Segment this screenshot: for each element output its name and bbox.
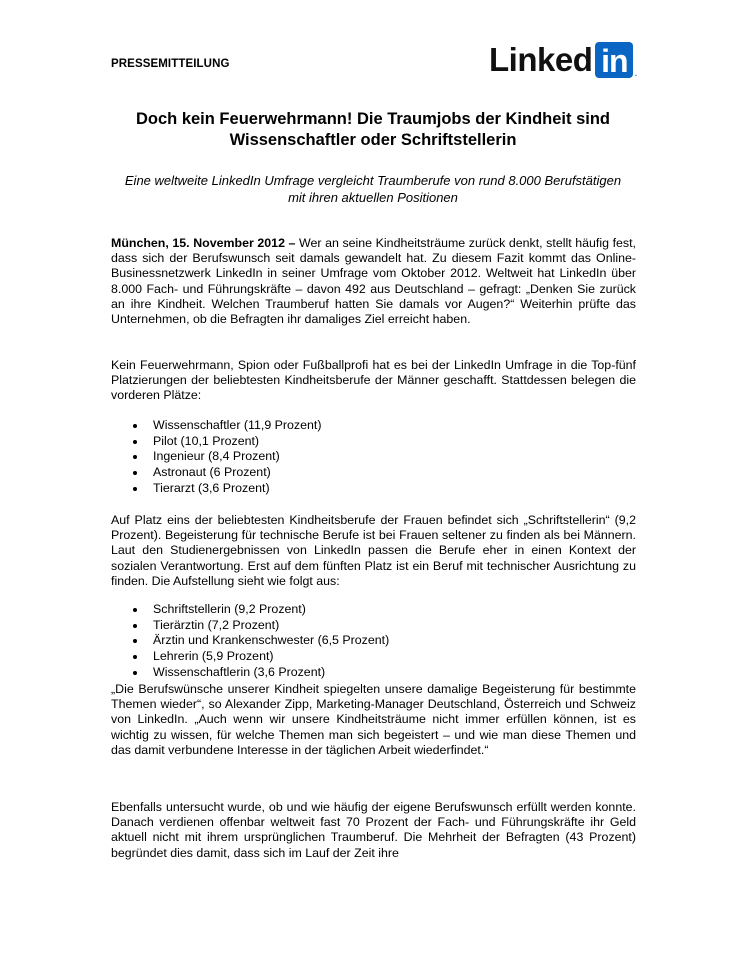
list-item: Wissenschaftlerin (3,6 Prozent)	[111, 665, 389, 681]
paragraph-women: Auf Platz eins der beliebtesten Kindheitsberufe der Frauen befindet sich „Schriftstellerin“ (9,2 Prozent). Begeisterung für technische Berufe ist bei Frauen seltener zu finden als bei Männern. Laut den Studienergebnissen von LinkedIn passen die Berufe eher in einen Kontext der sozialen Verantwortung. Erst auf dem fünften Platz ist ein Beruf mit technischer Ausrichtung zu finden. Die Aufstellung sieht wie folgt aus:	[111, 513, 636, 588]
paragraph-quote: „Die Berufswünsche unserer Kindheit spiegelten unsere damalige Begeisterung für bestimmte Themen wieder“, so Alexander Zipp, Marketing-Manager Deutschland, Österreich und Schweiz von LinkedIn. „Auch wenn wir unsere Kindheitsträume nicht immer erfüllen können, ist es wichtig zu wissen, für welche Themen man sich begeistert – und wie man diese Themen und das damit verbundene Interesse in der täglichen Arbeit wiederfindet.“	[111, 682, 636, 757]
list-item: Lehrerin (5,9 Prozent)	[111, 649, 389, 665]
logo-wordmark: Linked	[489, 41, 593, 78]
press-release-label: PRESSEMITTEILUNG	[111, 58, 230, 70]
subheadline: Eine weltweite LinkedIn Umfrage vergleicht Traumberufe von rund 8.000 Berufstätigen mit ihren aktuellen Positionen	[124, 173, 622, 205]
list-item: Astronaut (6 Prozent)	[111, 465, 321, 481]
headline: Doch kein Feuerwehrmann! Die Traumjobs der Kindheit sind Wissenschaftler oder Schriftstellerin	[136, 110, 610, 149]
list-item: Pilot (10,1 Prozent)	[111, 434, 321, 450]
dateline: München, 15. November 2012 –	[111, 236, 296, 250]
logo-registered-mark: .	[634, 67, 638, 79]
list-item: Ärztin und Krankenschwester (6,5 Prozent)	[111, 633, 389, 649]
men-dream-jobs-list	[111, 418, 321, 497]
list-item: Tierärztin (7,2 Prozent)	[111, 618, 389, 634]
paragraph-intro	[111, 236, 636, 327]
paragraph-men: Kein Feuerwehrmann, Spion oder Fußballprofi hat es bei der LinkedIn Umfrage in die Top-fünf Platzierungen der beliebtesten Kindheitsberufe der Männer geschafft. Stattdessen belegen die vorderen Plätze:	[111, 358, 636, 403]
paragraph-results: Ebenfalls untersucht wurde, ob und wie häufig der eigene Berufswunsch erfüllt werden konnte. Danach verdienen offenbar weltweit fast 70 Prozent der Fach- und Führungskräfte ihr Geld aktuell nicht mit ihrem ursprünglichen Traumberuf. Die Mehrheit der Befragten (43 Prozent) begründet dies damit, dass sich im Lauf der Zeit ihre	[111, 800, 636, 860]
list-item: Ingenieur (8,4 Prozent)	[111, 449, 321, 465]
logo-in-box: in	[595, 42, 633, 78]
intro-text: Wer an seine Kindheitsträume zurück denkt, stellt häufig fest, dass sich der Berufswunsch seit damals gewandelt hat. Zu diesem Fazit kommt das Online-Businessnetzwerk LinkedIn in seiner Umfrage vom Oktober 2012. Weltweit hat LinkedIn über 8.000 Fach- und Führungskräfte – davon 492 aus Deutschland – gefragt: „Denken Sie zurück an ihre Kindheit. Welchen Traumberuf hatten Sie damals vor Augen?“ Weiterhin prüfte das Unternehmen, ob die Befragten ihr damaliges Ziel erreicht haben.	[111, 236, 637, 327]
list-item: Wissenschaftler (11,9 Prozent)	[111, 418, 321, 434]
women-dream-jobs-list	[111, 602, 389, 681]
list-item: Schriftstellerin (9,2 Prozent)	[111, 602, 389, 618]
list-item: Tierarzt (3,6 Prozent)	[111, 481, 321, 497]
linkedin-logo	[489, 42, 637, 78]
